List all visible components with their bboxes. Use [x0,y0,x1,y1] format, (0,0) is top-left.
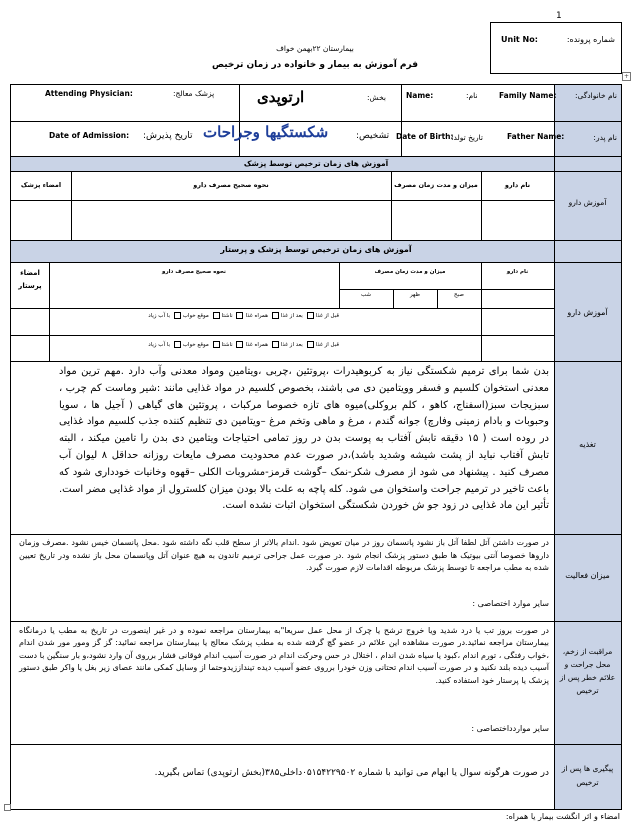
care-text: در صورت بروز تب یا درد شدید ویا خروج ترشح یا چرک از محل عمل سریعا"به بیمارستان مراجعه نموده و در غیر اینصورت در تاریخ به مطب یا درمانگاه بیمارستان مراجعه نمائید.در صورت مشاهده این علائم در عضو گچ گرفته شده به مطب پزشک معالج یا بیمارستان مراجعه نمائید: گز گز ومور مور شدن اندام ،خواب رفتگی ، تورم اندام ،کبود یا سیاه شدن اندام ، اختلال در حس وحرکت اندام در صورت آسیب اندام فوقانی فشار برروی آن وارد نشود،و بار سنگین با دست آسیب دیده بلند نکنید و در صورت آسیب اندام تحتانی وزن خودرا برروی عضو آسیب دیده تینداززیدوحتما از وسایل کمکی مانند عصای زیر بغل یا واکر طبق دستور پزشک یا پرستار خود استفاده کنید. [19,626,549,685]
doctor-col-drug-name: نام دارو [504,181,531,189]
option-before-meal: قبل از غذا [315,313,339,319]
option-bedtime: موقع خواب [182,342,209,348]
family-name-fa-label: نام خانوادگی: [574,91,617,100]
nutrition-label: تغذیه [579,440,596,449]
option-bedtime: موقع خواب [182,313,209,319]
time-morning: صبح [454,292,464,298]
father-name-fa-label: نام پدر: [593,133,617,142]
physician-fa-label: پزشک معالج: [173,89,215,98]
dob-en-label: Date of Birth: [396,132,454,141]
father-name-en-label: Father Name: [507,132,565,141]
doctor-drug-row-label: آموزش دارو [568,198,607,207]
family-name-en-label: Family Name: [499,91,557,100]
patient-signature-label: امضاء و اثر انگشت بیمار یا همراه: [505,812,620,821]
unit-number-label: Unit No: [501,35,538,44]
form-table [10,84,622,810]
activity-label: میزان فعالیت [565,571,610,580]
physician-en-label: Attending Physician: [45,89,133,98]
checkbox-icon[interactable] [174,341,181,348]
activity-text: در صورت داشتن آتل لطفا آتل باز نشود پانسمان روز در میان تعویض شود .اندام بالاتر از سطح قلب نگه داشته شود .محل پانسمان خیس نشود .مصرف وزمان داروها خصوصا آنتی بیوتیک ها طبق دستور پزشک انجام شود .در صورت عمل جراحی ترمیم تاندون به هیچ عنوان آتل وپانسمان محل باز نشده ودر تاریخ تعیین شده به مطب مراجعه تا توسط پزشک مربوطه اقدامات لازم صورت گیرد. [19,538,549,572]
nurse-col-sign: امضاء پرستار [18,269,42,290]
nurse-col-method: نحوه صحیح مصرف دارو [162,269,226,275]
nutrition-text: بدن شما برای ترمیم شکستگی نیاز به کربوهیدرات ،پروتئین ،چربی ،ویتامین ومواد معدنی وآب دارد .مهم ترین مواد معدنی استخوان کلسیم و فسفر وویتامین دی می باشند، بخصوص کلسیم در مواد غذایی مانند :شیر وماست کم چرب ، سبزیجات سبز(اسفناج، کاهو ، کلم بروکلی)میوه های تازه خصوصا مرکبات ، پروتئین های گیاهی ( آجیل ها ، سویا وحبوبات و بادام زمینی وفارچ) جوانه گندم ، مرغ و ماهی وتخم مرغ –ویتامین دی تنظیم کننده جذب کلسیم مواد غذایی در روده است ( ۱۵ دقیقه تابش آفتاب به پوست بدن در روز تمامی احتیاجات ویتامین دی بدن را تامین میکند ، البته تابش آفتاب نباید از پشت شیشه وشدید باشد)،در صورت عدم محدودیت مصرف مایعات روزانه حداقل ۸ لیوان آب مصرف کنید . پیشنهاد می شود از مصرف شکر-نمک –گوشت قرمز-مشروبات الکلی –قهوه وخانیات خودداری شود که باعث تاخیر در ترمیم جراحت واستخوان می شود. کله پاچه به علت بالا بودن میزان کلسترول از مواد غذایی مضر است. تأثیر این ماد غذایی در زود جو ش خوردن شکستگی استخوان اثبات نشده است. [59,366,549,512]
dob-fa-label: تاریخ تولد: [451,133,484,142]
unit-number-box [490,22,622,74]
options-row-2 [148,341,339,348]
record-number-label: شماره پرونده: [566,35,615,44]
hospital-name: بیمارستان ۲۲بهمن خواف [276,44,354,53]
followup-label: پیگیری ها پس از ترخیص [561,764,614,787]
followup-text: در صورت هرگونه سوال یا ابهام می توانید با شماره ۰۵۱۵۴۲۲۹۵۰۲داخلی۳۸۵(بخش ارتوپدی) تماس بگیرید. [154,768,549,778]
resize-handle-icon[interactable] [4,804,11,811]
checkbox-icon[interactable] [307,341,314,348]
option-much-water: با آب زیاد [148,313,170,319]
checkbox-icon[interactable] [236,312,243,319]
move-handle-icon[interactable]: + [623,73,630,80]
admission-en-label: Date of Admission: [49,131,130,140]
time-night: شب [360,292,371,298]
doctor-col-dose: میزان و مدت زمان مصرف [394,181,478,189]
checkbox-icon[interactable] [272,312,279,319]
option-with-meal: همراه غذا [245,342,269,348]
doctor-col-sign: امضاء پزشک [20,181,62,189]
options-row-1 [148,312,339,319]
name-fa-label: نام: [466,91,478,100]
ward-label: بخش: [367,93,387,102]
doctor-col-method: نحوه صحیح مصرف دارو [193,181,269,189]
diagnosis-value: شکستگیها وجراحات [203,123,329,141]
nurse-col-drug-name: نام دارو [506,269,529,275]
time-noon: ظهر [410,292,420,298]
option-with-meal: همراه غذا [245,313,269,319]
nurse-drug-row-label: آموزش دارو [567,308,608,317]
form-title: فرم آموزش به بیمار و خانواده در زمان ترخیص [211,60,419,70]
option-after-meal: بعد از غذا [280,342,303,348]
checkbox-icon[interactable] [272,341,279,348]
care-label: مراقبت از زخم، محل جراحت و علائم خطر پس از ترخیص [559,647,616,695]
option-fasting: ناشتا [221,313,233,319]
ward-value: ارتوپدی [257,88,305,106]
admission-fa-label: تاریخ پذیرش: [143,131,193,141]
checkbox-icon[interactable] [213,312,220,319]
care-other-label: سایر مواردداختصاصی : [471,724,549,733]
name-en-label: Name: [406,91,434,100]
checkbox-icon[interactable] [174,312,181,319]
diagnosis-label: تشخیص: [356,131,390,141]
checkbox-icon[interactable] [236,341,243,348]
option-fasting: ناشتا [221,342,233,348]
page-number: 1 [556,11,562,21]
option-much-water: با آب زیاد [148,342,170,348]
option-after-meal: بعد از غذا [280,313,303,319]
nurse-col-dose: میزان و مدت زمان مصرف [374,269,446,275]
option-before-meal: قبل از غذا [315,342,339,348]
doctor-section-title: آموزش های زمان ترخیص توسط پزشک [243,159,389,168]
activity-other-label: سایر موارد اختصاصی : [472,599,549,608]
checkbox-icon[interactable] [213,341,220,348]
nurse-section-title: آموزش های زمان ترخیص توسط پزشک و پرستار [220,245,412,254]
checkbox-icon[interactable] [307,312,314,319]
